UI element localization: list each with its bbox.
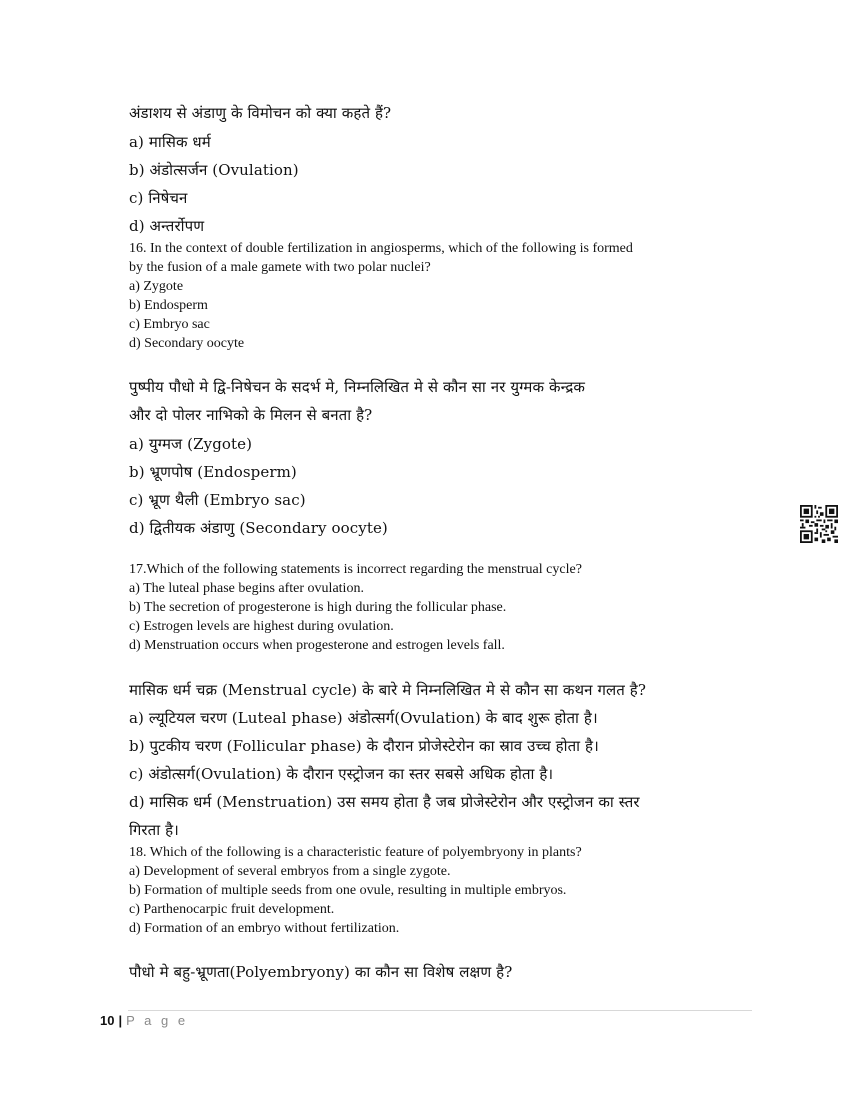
- question-16-line2: by the fusion of a male gamete with two polar nuclei?: [129, 260, 431, 275]
- page-footer: [100, 1013, 188, 1028]
- question-17-hindi: मासिक धर्म चक्र (Menstrual cycle) के बारे मे निम्नलिखित मे से कौन सा कथन गलत है?: [129, 681, 647, 699]
- q17-hindi-option-d: d) मासिक धर्म (Menstruation) उस समय होता है जब प्रोजेस्टेरोन और एस्ट्रोजन का स्तर: [129, 793, 640, 811]
- q18-option-d: d) Formation of an embryo without fertilization.: [129, 921, 400, 936]
- q16-hindi-option-a: a) युग्मज (Zygote): [129, 435, 253, 453]
- footer-divider: [128, 1010, 752, 1011]
- q16-option-d: d) Secondary oocyte: [129, 336, 245, 351]
- option-c: c) निषेचन: [129, 189, 188, 207]
- q18-option-c: c) Parthenocarpic fruit development.: [129, 902, 335, 917]
- question-ovulation-hindi: अंडाशय से अंडाणु के विमोचन को क्या कहते हैं?: [129, 104, 392, 122]
- q16-hindi-option-d: d) द्वितीयक अंडाणु (Secondary oocyte): [129, 519, 388, 537]
- page-number: 10: [100, 1013, 115, 1028]
- question-16-hindi-line2: और दो पोलर नाभिको के मिलन से बनता है?: [129, 406, 373, 424]
- q17-option-c: c) Estrogen levels are highest during ovulation.: [129, 619, 394, 634]
- q16-hindi-option-c: c) भ्रूण थैली (Embryo sac): [129, 491, 306, 509]
- qr-code-icon: [800, 505, 838, 543]
- q17-hindi-option-d-continued: गिरता है।: [129, 821, 179, 839]
- q16-hindi-option-b: b) भ्रूणपोष (Endosperm): [129, 463, 297, 481]
- option-b: b) अंडोत्सर्जन (Ovulation): [129, 161, 299, 179]
- question-18-hindi: पौधो मे बहु-भ्रूणता(Polyembryony) का कौन सा विशेष लक्षण है?: [129, 963, 513, 981]
- question-18: 18. Which of the following is a characteristic feature of polyembryony in plants?: [129, 845, 582, 860]
- q17-option-a: a) The luteal phase begins after ovulation.: [129, 581, 364, 596]
- q16-option-c: c) Embryo sac: [129, 317, 210, 332]
- q17-hindi-option-a: a) ल्यूटियल चरण (Luteal phase) अंडोत्सर्ग(Ovulation) के बाद शुरू होता है।: [129, 709, 598, 727]
- q17-option-b: b) The secretion of progesterone is high during the follicular phase.: [129, 600, 507, 615]
- question-16-hindi-line1: पुष्पीय पौधो मे द्वि-निषेचन के सदर्भ मे, निम्नलिखित मे से कौन सा नर युग्मक केन्द्रक: [129, 378, 586, 396]
- q17-hindi-option-c: c) अंडोत्सर्ग(Ovulation) के दौरान एस्ट्रोजन का स्तर सबसे अधिक होता है।: [129, 765, 554, 783]
- page-label: P a g e: [126, 1013, 189, 1028]
- q17-hindi-option-b: b) पुटकीय चरण (Follicular phase) के दौरान प्रोजेस्टेरोन का स्राव उच्च होता है।: [129, 737, 599, 755]
- footer-separator: |: [118, 1013, 123, 1028]
- q16-option-a: a) Zygote: [129, 279, 184, 294]
- option-d: d) अन्तर्रोपण: [129, 217, 205, 235]
- q18-option-b: b) Formation of multiple seeds from one ovule, resulting in multiple embryos.: [129, 883, 567, 898]
- question-16-line1: 16. In the context of double fertilization in angiosperms, which of the following is formed: [129, 241, 633, 256]
- option-a: a) मासिक धर्म: [129, 133, 211, 151]
- q16-option-b: b) Endosperm: [129, 298, 208, 313]
- q17-option-d: d) Menstruation occurs when progesterone and estrogen levels fall.: [129, 638, 505, 653]
- question-17: 17.Which of the following statements is incorrect regarding the menstrual cycle?: [129, 562, 582, 577]
- q18-option-a: a) Development of several embryos from a single zygote.: [129, 864, 451, 879]
